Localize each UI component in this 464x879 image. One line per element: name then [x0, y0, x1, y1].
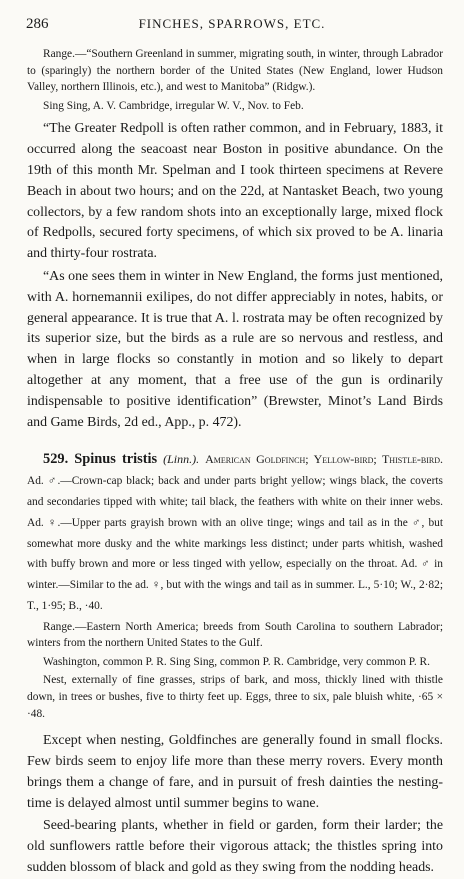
text-paragraph: Range.—“Southern Greenland in summer, migrating south, in winter, through Labrador to (sparingly) the northern border of the United States (New England, lower Hudson Valley, northern Illinois, etc.), and west to Manitoba” (Ridgw.). [27, 48, 443, 94]
species-common-names: American Goldfinch; Yellow-bird; Thistle-bird. [205, 452, 443, 467]
text-paragraph: Range.—Eastern North America; breeds from South Carolina to southern Labrador; winters from the northern United States to the Gulf. [27, 620, 443, 650]
species-description: Ad. ♂.—Crown-cap black; back and under parts bright yellow; wings black, the coverts and secondaries tipped with white; tail black, the feathers with white on their inner webs. Ad. ♀.—Upper parts grayish brown with an olive tinge; wings and tail as in the ♂, but somewhat more dusky and the white markings less distinct; under parts whitish, washed with buffy brown and more or less tinged with yellow, especially on the throat. Ad. ♂ in winter.—Similar to the ad. ♀, but with the wings and tail as in summer. L., 5·10; W., 2·82; T., 1·95; B., ·40. [27, 475, 443, 612]
redpoll-section [27, 46, 443, 433]
running-head: FINCHES, SPARROWS, ETC. [138, 16, 326, 31]
text-paragraph: “As one sees them in winter in New England, the forms just mentioned, with A. hornemannii exilipes, do not differ appreciably in notes, habits, or general appearance. It is true that A. l. rostrata may be often recognized by its superior size, but the birds as a rule are so nervous and restless, and when in large flocks so constantly in motion and so likely to depart altogether at any moment, that a free use of the gun is ordinarily indispensable to positive identification” (Brewster, Minot’s Land Birds and Game Birds, 2d ed., App., p. 472). [27, 268, 443, 430]
species-heading: 529. Spinus tristis [43, 451, 158, 468]
text-paragraph: Washington, common P. R. Sing Sing, common P. R. Cambridge, very common P. R. [43, 655, 431, 668]
page-header [0, 14, 464, 34]
species-entry-529 [27, 449, 443, 616]
text-paragraph: Except when nesting, Goldfinches are generally found in small flocks. Few birds seem to enjoy life more than these merry rovers. Every month brings them a change of fare, and in pursuit of fresh dainties the nesting-time is delayed almost until summer begins to wane. [27, 733, 443, 811]
text-paragraph: Nest, externally of fine grasses, strips of bark, and moss, thickly lined with thistle down, in trees or bushes, five to thirty feet up. Eggs, three to six, pale bluish white, ·65 × ·48. [27, 674, 443, 720]
species-authority: (Linn.). [163, 452, 200, 467]
goldfinch-section [27, 619, 443, 879]
text-paragraph: Seed-bearing plants, whether in field or garden, form their larder; the old sunflowers rattle before their vigorous attack; the thistles spring into sudden blossom of black and gold as they swing from the nodding heads. [27, 818, 443, 876]
page-number: 286 [26, 16, 49, 32]
text-paragraph: Sing Sing, A. V. Cambridge, irregular W. V., Nov. to Feb. [43, 99, 304, 112]
text-paragraph: “The Greater Redpoll is often rather common, and in February, 1883, it occurred along the seacoast near Boston in positive abundance. On the 19th of this month Mr. Spelman and I took thirteen specimens at Revere Beach in about two hours; and on the 22d, at Nantasket Beach, two young collectors, by a few random shots into an exceptionally large, mixed flock of Redpolls, secured forty specimens, of which six proved to be A. linaria and thirty-four rostrata. [27, 121, 443, 262]
page-body [27, 46, 443, 879]
